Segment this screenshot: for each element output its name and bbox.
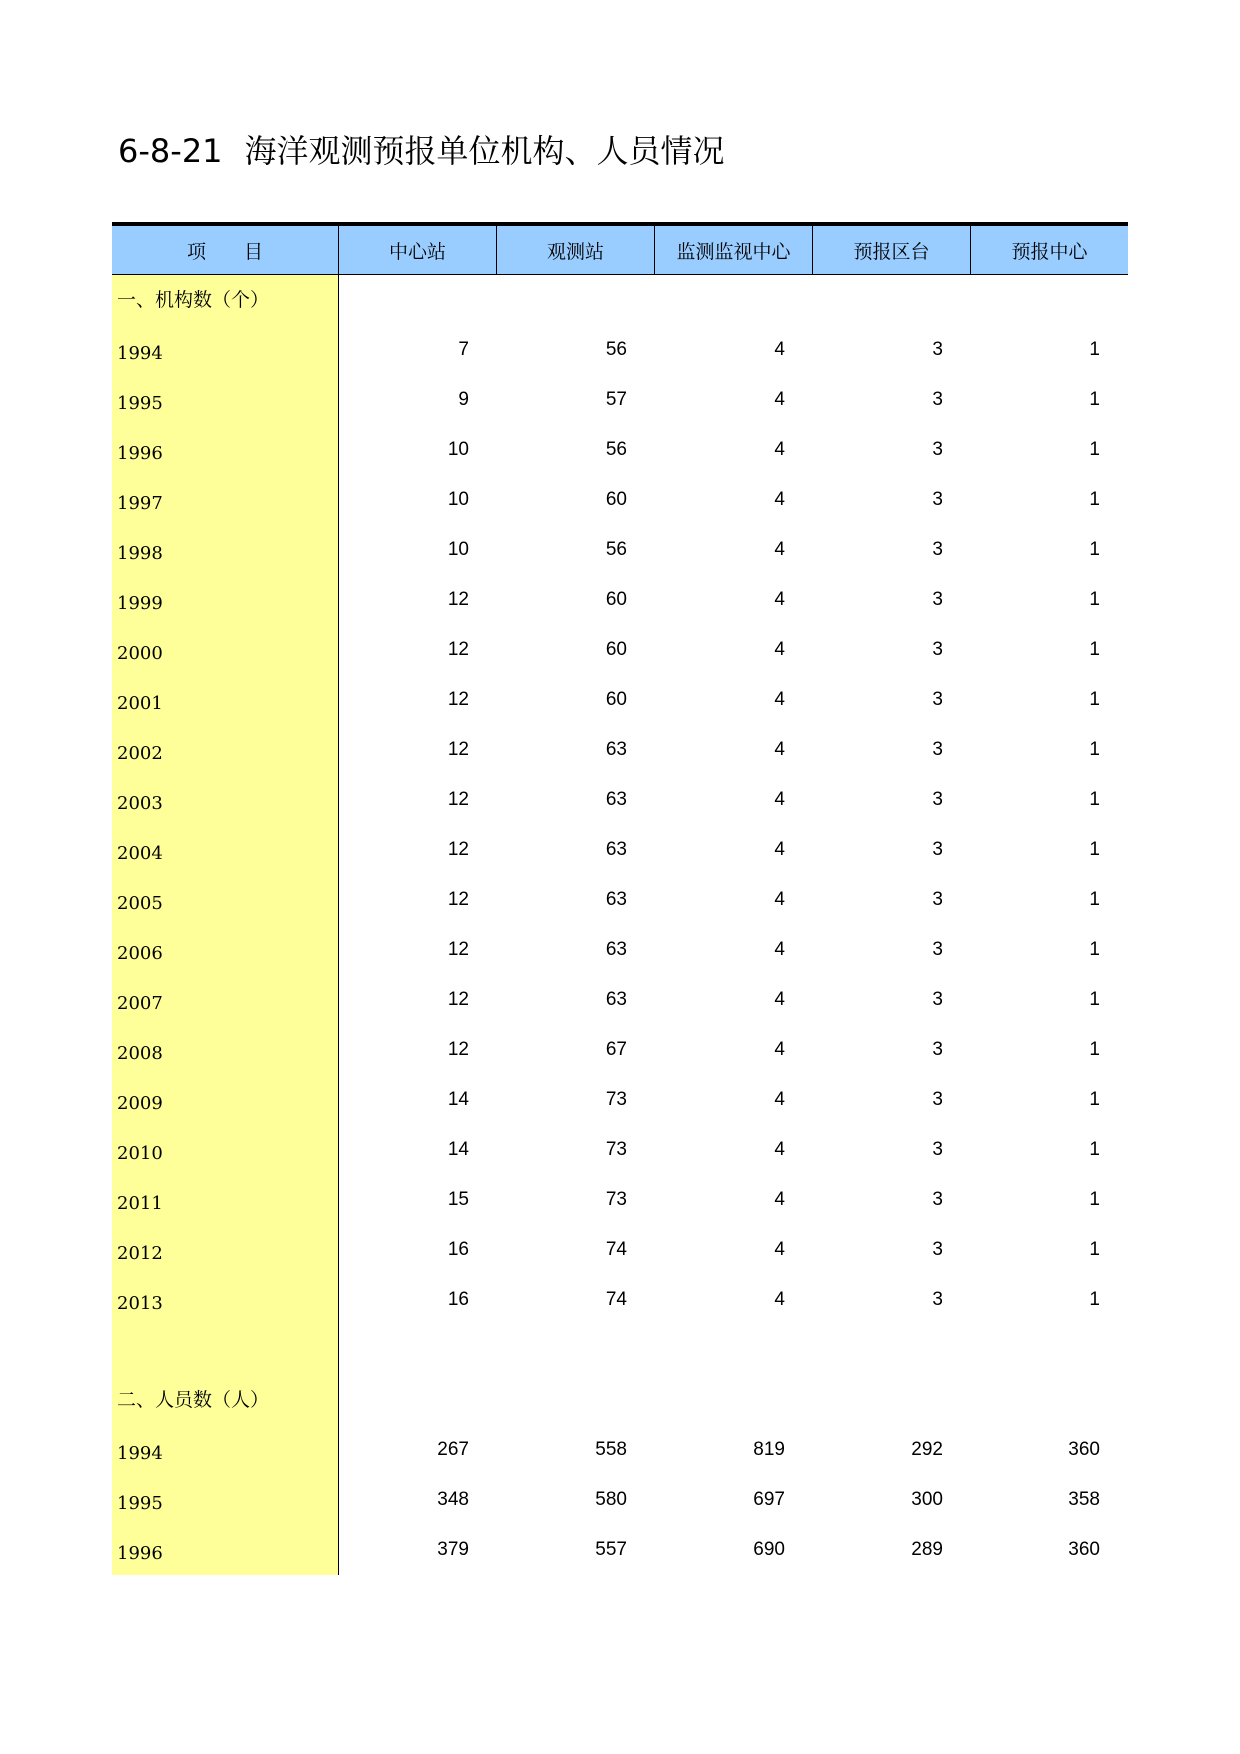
row-value: 690 xyxy=(753,1539,785,1560)
row-value: 15 xyxy=(447,1189,469,1210)
row-value: 379 xyxy=(437,1539,469,1560)
section-spacer xyxy=(112,1325,1128,1375)
row-value: 1 xyxy=(1089,439,1100,460)
row-value: 3 xyxy=(932,389,943,410)
header-monitoring-center: 监测监视中心 xyxy=(655,226,813,274)
row-value: 12 xyxy=(447,689,469,710)
row-value: 63 xyxy=(605,989,627,1010)
row-value: 63 xyxy=(605,839,627,860)
row-value: 360 xyxy=(1068,1439,1100,1460)
row-value: 3 xyxy=(932,339,943,360)
row-value: 3 xyxy=(932,739,943,760)
row-value: 557 xyxy=(595,1539,627,1560)
row-value: 1 xyxy=(1089,689,1100,710)
row-year: 2006 xyxy=(117,942,163,964)
row-value: 10 xyxy=(447,489,469,510)
row-value: 14 xyxy=(447,1089,469,1110)
row-year: 2010 xyxy=(117,1142,163,1164)
row-value: 4 xyxy=(774,1139,785,1160)
row-value: 3 xyxy=(932,989,943,1010)
row-value: 558 xyxy=(595,1439,627,1460)
row-value: 12 xyxy=(447,989,469,1010)
row-value: 16 xyxy=(447,1239,469,1260)
row-value: 697 xyxy=(753,1489,785,1510)
row-value: 60 xyxy=(605,639,627,660)
table-row xyxy=(112,1225,1128,1275)
row-value: 63 xyxy=(605,789,627,810)
row-value: 3 xyxy=(932,839,943,860)
row-value: 3 xyxy=(932,639,943,660)
table-row xyxy=(112,725,1128,775)
table-row xyxy=(112,375,1128,425)
row-value: 14 xyxy=(447,1139,469,1160)
row-value: 3 xyxy=(932,1139,943,1160)
row-value: 358 xyxy=(1068,1489,1100,1510)
table-row xyxy=(112,1125,1128,1175)
row-value: 3 xyxy=(932,589,943,610)
row-year: 1994 xyxy=(117,1442,163,1464)
row-value: 10 xyxy=(447,439,469,460)
row-value: 819 xyxy=(753,1439,785,1460)
row-value: 1 xyxy=(1089,1289,1100,1310)
row-value: 292 xyxy=(911,1439,943,1460)
row-value: 1 xyxy=(1089,839,1100,860)
row-value: 1 xyxy=(1089,589,1100,610)
row-value: 67 xyxy=(605,1039,627,1060)
row-year: 2008 xyxy=(117,1042,163,1064)
row-year: 2012 xyxy=(117,1242,163,1264)
row-value: 60 xyxy=(605,689,627,710)
row-value: 1 xyxy=(1089,1039,1100,1060)
row-value: 300 xyxy=(911,1489,943,1510)
row-value: 1 xyxy=(1089,1239,1100,1260)
row-value: 4 xyxy=(774,1039,785,1060)
row-year: 2002 xyxy=(117,742,163,764)
row-year: 1995 xyxy=(117,392,163,414)
row-value: 12 xyxy=(447,1039,469,1060)
row-value: 74 xyxy=(605,1239,627,1260)
row-value: 3 xyxy=(932,1239,943,1260)
row-value: 56 xyxy=(605,539,627,560)
row-value: 4 xyxy=(774,889,785,910)
data-table xyxy=(112,222,1128,1575)
row-year: 2001 xyxy=(117,692,163,714)
row-year: 2004 xyxy=(117,842,163,864)
row-value: 4 xyxy=(774,639,785,660)
row-year: 1995 xyxy=(117,1492,163,1514)
table-row xyxy=(112,475,1128,525)
row-year: 2005 xyxy=(117,892,163,914)
table-row xyxy=(112,1075,1128,1125)
table-row xyxy=(112,975,1128,1025)
page-title xyxy=(118,126,725,172)
row-year: 2011 xyxy=(117,1192,163,1214)
row-value: 12 xyxy=(447,939,469,960)
table-row xyxy=(112,675,1128,725)
row-value: 63 xyxy=(605,739,627,760)
row-value: 63 xyxy=(605,889,627,910)
row-value: 60 xyxy=(605,589,627,610)
row-year: 1998 xyxy=(117,542,163,564)
row-value: 10 xyxy=(447,539,469,560)
row-value: 16 xyxy=(447,1289,469,1310)
row-value: 3 xyxy=(932,889,943,910)
row-value: 3 xyxy=(932,789,943,810)
table-header xyxy=(112,226,1128,275)
table-code: 6-8-21 xyxy=(118,132,223,170)
row-value: 12 xyxy=(447,589,469,610)
row-value: 4 xyxy=(774,939,785,960)
table-row xyxy=(112,325,1128,375)
row-value: 3 xyxy=(932,1089,943,1110)
row-value: 1 xyxy=(1089,389,1100,410)
row-value: 4 xyxy=(774,989,785,1010)
row-value: 4 xyxy=(774,489,785,510)
table-row xyxy=(112,525,1128,575)
row-value: 57 xyxy=(605,389,627,410)
table-row xyxy=(112,1025,1128,1075)
row-value: 3 xyxy=(932,489,943,510)
row-year: 2009 xyxy=(117,1092,163,1114)
row-value: 1 xyxy=(1089,639,1100,660)
row-value: 56 xyxy=(605,439,627,460)
row-value: 1 xyxy=(1089,539,1100,560)
row-value: 12 xyxy=(447,789,469,810)
row-value: 3 xyxy=(932,1189,943,1210)
row-value: 3 xyxy=(932,439,943,460)
row-value: 3 xyxy=(932,689,943,710)
row-value: 12 xyxy=(447,739,469,760)
header-observation-station: 观测站 xyxy=(497,226,655,274)
row-value: 1 xyxy=(1089,739,1100,760)
row-value: 1 xyxy=(1089,789,1100,810)
table-row xyxy=(112,1525,1128,1575)
row-year: 1996 xyxy=(117,1542,163,1564)
row-value: 12 xyxy=(447,889,469,910)
row-year: 1994 xyxy=(117,342,163,364)
table-row xyxy=(112,825,1128,875)
header-forecast-center: 预报中心 xyxy=(1011,240,1088,263)
row-value: 73 xyxy=(605,1189,627,1210)
row-value: 3 xyxy=(932,1289,943,1310)
row-year: 2000 xyxy=(117,642,163,664)
row-year: 2013 xyxy=(117,1292,163,1314)
row-value: 4 xyxy=(774,1189,785,1210)
header-item: 项 目 xyxy=(112,226,339,274)
row-value: 9 xyxy=(458,389,469,410)
row-value: 4 xyxy=(774,789,785,810)
row-value: 3 xyxy=(932,539,943,560)
row-value: 4 xyxy=(774,689,785,710)
header-forecast-regional: 预报区台 xyxy=(813,226,971,274)
table-row xyxy=(112,1275,1128,1325)
row-value: 1 xyxy=(1089,1189,1100,1210)
table-row xyxy=(112,875,1128,925)
row-value: 12 xyxy=(447,839,469,860)
header-central-station: 中心站 xyxy=(339,226,497,274)
row-value: 1 xyxy=(1089,1139,1100,1160)
row-year: 2007 xyxy=(117,992,163,1014)
row-value: 3 xyxy=(932,1039,943,1060)
row-value: 1 xyxy=(1089,1089,1100,1110)
row-value: 1 xyxy=(1089,989,1100,1010)
row-value: 4 xyxy=(774,539,785,560)
row-value: 56 xyxy=(605,339,627,360)
row-year: 1999 xyxy=(117,592,163,614)
row-value: 4 xyxy=(774,739,785,760)
table-row xyxy=(112,575,1128,625)
row-value: 360 xyxy=(1068,1539,1100,1560)
row-value: 4 xyxy=(774,1289,785,1310)
row-value: 3 xyxy=(932,939,943,960)
row-value: 4 xyxy=(774,839,785,860)
table-row xyxy=(112,425,1128,475)
table-title: 海洋观测预报单位机构、人员情况 xyxy=(244,132,725,170)
row-value: 4 xyxy=(774,589,785,610)
row-value: 1 xyxy=(1089,489,1100,510)
row-value: 4 xyxy=(774,439,785,460)
row-value: 289 xyxy=(911,1539,943,1560)
row-value: 4 xyxy=(774,389,785,410)
row-value: 1 xyxy=(1089,889,1100,910)
row-value: 74 xyxy=(605,1289,627,1310)
table-row xyxy=(112,1475,1128,1525)
row-year: 1997 xyxy=(117,492,163,514)
row-value: 12 xyxy=(447,639,469,660)
row-value: 4 xyxy=(774,339,785,360)
row-value: 4 xyxy=(774,1089,785,1110)
row-value: 1 xyxy=(1089,939,1100,960)
row-value: 73 xyxy=(605,1089,627,1110)
section-label: 二、人员数（人） xyxy=(117,1389,270,1411)
row-value: 348 xyxy=(437,1489,469,1510)
row-value: 4 xyxy=(774,1239,785,1260)
table-row xyxy=(112,1175,1128,1225)
row-value: 60 xyxy=(605,489,627,510)
row-value: 1 xyxy=(1089,339,1100,360)
table-row xyxy=(112,1425,1128,1475)
row-year: 1996 xyxy=(117,442,163,464)
row-value: 63 xyxy=(605,939,627,960)
row-year: 2003 xyxy=(117,792,163,814)
row-value: 267 xyxy=(437,1439,469,1460)
row-value: 580 xyxy=(595,1489,627,1510)
section-label: 一、机构数（个） xyxy=(117,289,270,311)
row-value: 73 xyxy=(605,1139,627,1160)
table-row xyxy=(112,625,1128,675)
table-row xyxy=(112,775,1128,825)
table-row xyxy=(112,925,1128,975)
row-value: 7 xyxy=(458,339,469,360)
table-body xyxy=(112,275,1128,1575)
